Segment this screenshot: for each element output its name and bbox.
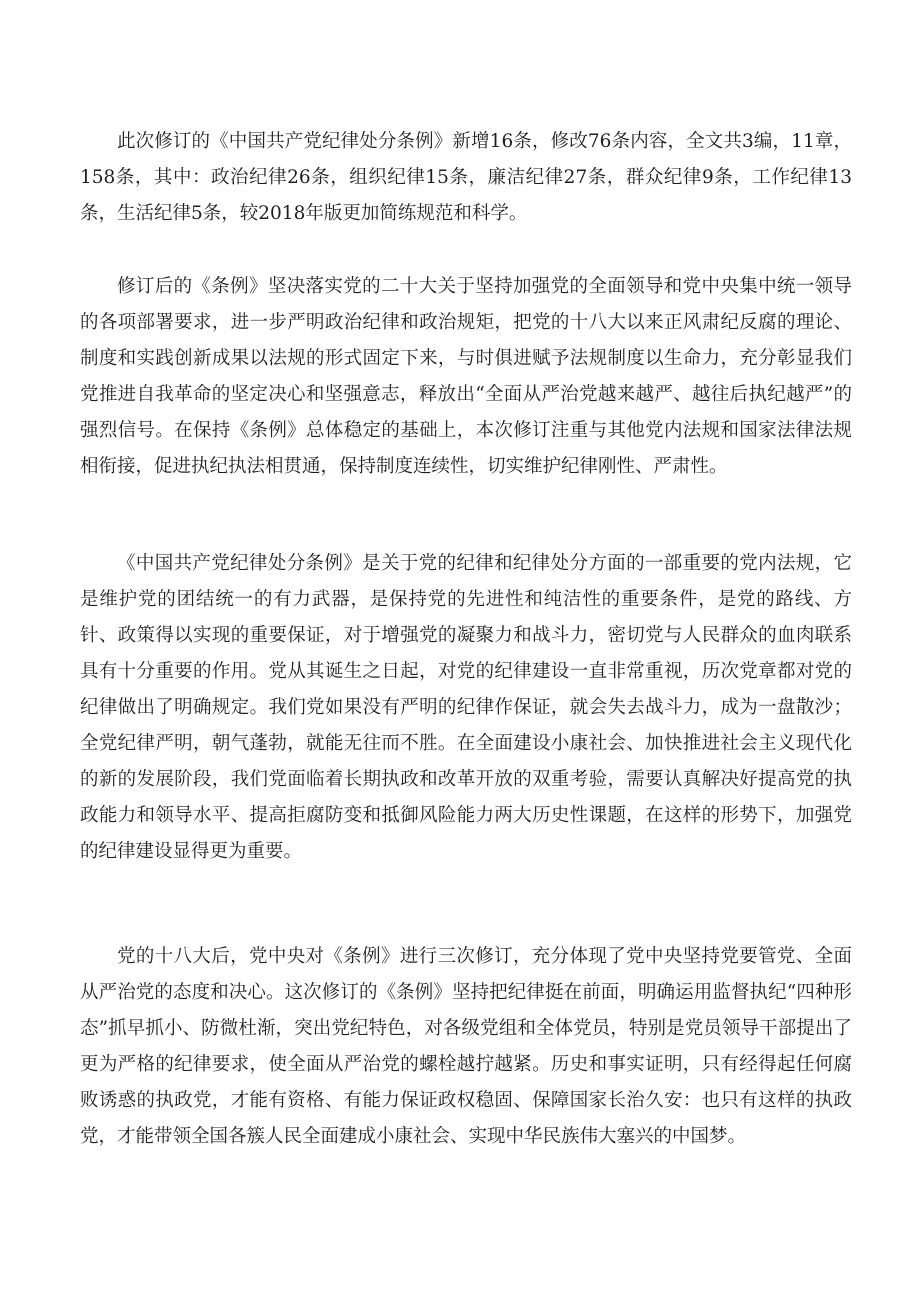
paragraph-revision-stats: 此次修订的《中国共产党纪律处分条例》新增16条，修改76条内容，全文共3编，11章，158条，其中：政治纪律26条，组织纪律15条，廉洁纪律27条，群众纪律9条，工作纪律13条，生活纪律5条，较2018年版更加简练规范和科学。: [80, 131, 852, 224]
paragraph-revision-significance: 党的十八大后，党中央对《条例》进行三次修订，充分体现了党中央坚持党要管党、全面从严治党的态度和决心。这次修订的《条例》坚持把纪律挺在前面，明确运用监督执纪“四种形态”抓早抓小、防微杜渐，突出党纪特色，对各级党组和全体党员，特别是党员领导干部提出了更为严格的纪律要求，使全面从严治党的螺栓越拧越紧。历史和事实证明，只有经得起任何腐败诱惑的执政党，才能有资格、有能力保证政权稳固、保障国家长治久安：也只有这样的执政党，才能带领全国各簇人民全面建成小康社会、实现中华民族伟大塞兴的中国梦。: [80, 946, 852, 1147]
paragraph-regulation-importance: 《中国共产党纪律处分条例》是关于党的纪律和纪律处分方面的一部重要的党内法规，它是维护党的团结统一的有力武器，是保持党的先进性和纯洁性的重要条件，是党的路线、方针、政策得以实现的重要保证，对于增强党的凝聚力和战斗力，密切党与人民群众的血肉联系具有十分重要的作用。党从其诞生之日起，对党的纪律建设一直非常重视，历次党章都对党的纪律做出了明确规定。我们党如果没有严明的纪律作保证，就会失去战斗力，成为一盘散沙；全党纪律严明，朝气蓬勃，就能无往而不胜。在全面建设小康社会、加快推进社会主义现代化的新的发展阶段，我们党面临着长期执政和改革开放的双重考验，需要认真解决好提高党的执政能力和领导水平、提高拒腐防变和抵御风险能力两大历史性课题，在这样的形势下，加强党的纪律建设显得更为重要。: [80, 553, 852, 862]
paragraph-revised-regulations: 修订后的《条例》坚决落实党的二十大关于坚持加强党的全面领导和党中央集中统一领导的各项部署要求，进一步严明政治纪律和政治规矩，把党的十八大以来正风肃纪反腐的理论、制度和实践创新成果以法规的形式固定下来，与时俱进赋予法规制度以生命力，充分彰显我们党推进自我革命的坚定决心和坚强意志，释放出“全面从严治党越来越严、越往后执纪越严”的强烈信号。在保持《条例》总体稳定的基础上，本次修订注重与其他党内法规和国家法律法规相衔接，促进执纪执法相贯通，保持制度连续性，切实维护纪律刚性、严肃性。: [80, 276, 852, 477]
